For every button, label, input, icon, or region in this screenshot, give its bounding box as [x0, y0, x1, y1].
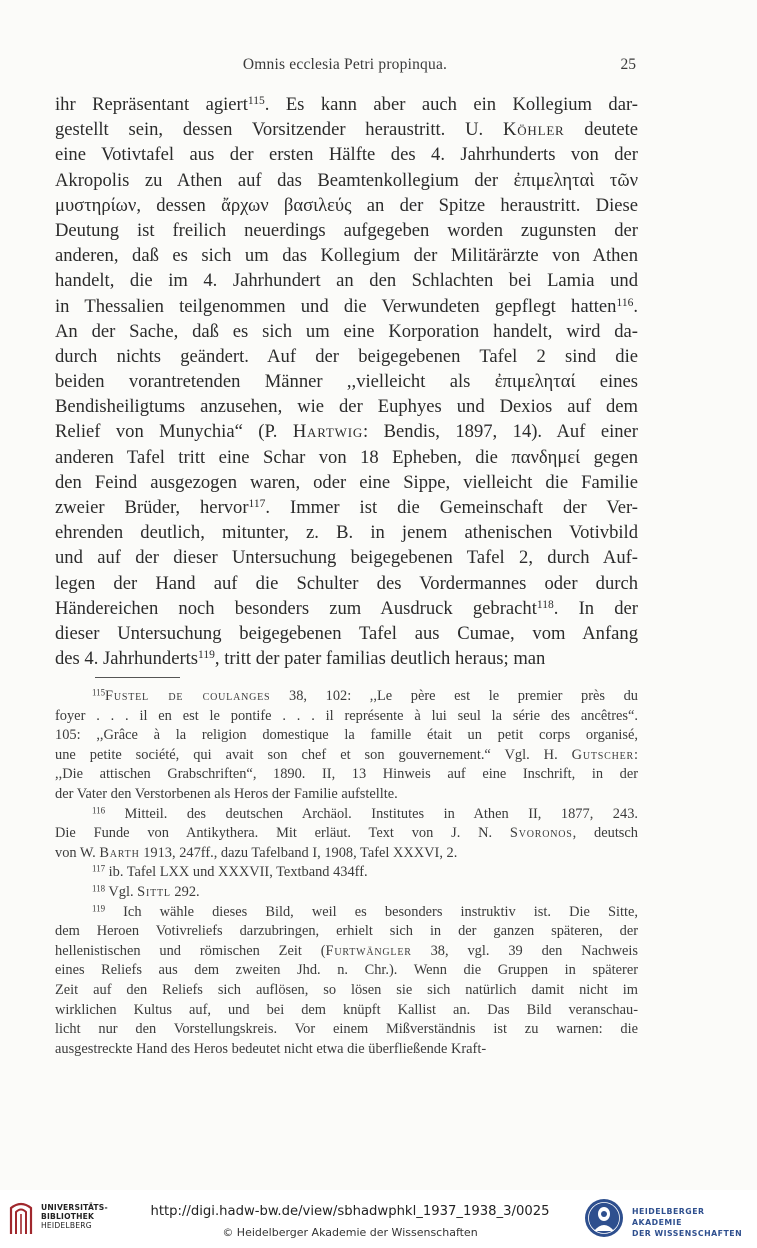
- body-text: durch nichts geändert. Auf der beigegebenen Tafel 2 sind die: [55, 345, 638, 367]
- academy-name-line-2: DER WISSENSCHAFTEN: [632, 1229, 743, 1238]
- body-text: . In der: [553, 597, 638, 619]
- footnote-line: [55, 922, 638, 942]
- footnote-marker: 119: [198, 649, 215, 662]
- footnote-text: ib. Tafel LXX und XXXVII, Textband 434ff.: [105, 864, 368, 881]
- body-line: [55, 545, 638, 570]
- body-text: den Feind ausgezogen waren, oder eine Sippe, vielleicht die Familie: [55, 471, 638, 493]
- body-line: [55, 344, 638, 369]
- footnote-line: [55, 726, 638, 746]
- footnote-marker: 117: [248, 498, 266, 511]
- body-line: [55, 168, 638, 193]
- body-text: Relief von Munychia“ (P.: [55, 421, 293, 443]
- body-line: [55, 495, 638, 520]
- body-text: .: [633, 295, 638, 317]
- body-line: [55, 294, 638, 319]
- footnote-marker: 117: [92, 863, 106, 874]
- body-text: gestellt sein, dessen Vorsitzender heraustritt. U.: [55, 119, 503, 141]
- footnote-text: 38, 102: ,,Le père est le premier près du: [270, 688, 638, 704]
- footnote-text: une petite société, qui avait son chef et son gouvernement.“ Vgl. H.: [55, 746, 572, 763]
- author-name: Hartwig: [292, 421, 364, 443]
- footnote-text: ausgestreckte Hand des Heros bedeutet nicht etwa die überfließende Kraft-: [55, 1040, 487, 1057]
- footer-bar: [0, 1190, 757, 1248]
- footnote-line: [55, 746, 638, 766]
- body-text: Händereichen noch besonders zum Ausdruck gebracht: [55, 597, 537, 619]
- footnote-text: eines Reliefs aus dem zweiten Jhd. n. Chr.). Wenn die Gruppen in späterer: [55, 962, 638, 979]
- author-name: Sittl: [137, 883, 171, 900]
- body-text: anderen Tafel tritt eine Schar von 18 Epheben, die πανδημεί gegen: [55, 446, 638, 468]
- footnote-text: Ich wähle dieses Bild, weil es besonders instruktiv ist. Die Sitte,: [105, 903, 638, 920]
- running-head: [0, 56, 757, 80]
- author-name: Fustel de coulanges: [105, 688, 271, 704]
- body-text: legen der Hand auf die Schulter des Vordermannes oder durch: [55, 572, 638, 594]
- footnote-line: [55, 765, 638, 785]
- body-text: und auf der dieser Untersuchung beigegebenen Tafel 2, durch Auf-: [55, 547, 638, 569]
- footnote-line: [55, 707, 638, 727]
- academy-name-line-1: HEIDELBERGER AKADEMIE: [632, 1207, 705, 1227]
- academy-seal-icon: [584, 1197, 624, 1239]
- library-name-line-2: BIBLIOTHEK: [41, 1212, 95, 1221]
- footnote-marker: 116: [92, 805, 106, 816]
- footnotes: [55, 687, 638, 1059]
- body-line: [55, 268, 638, 293]
- page-number: 25: [620, 56, 636, 73]
- body-line: [55, 419, 638, 444]
- footnote-line: [55, 687, 638, 707]
- author-name: Svoronos: [509, 825, 573, 842]
- body-text: des 4. Jahrhunderts: [55, 648, 199, 670]
- footnote-marker: 118: [92, 883, 106, 894]
- body-text: : Bendis, 1897, 14). Auf einer: [363, 421, 638, 443]
- footnote-text: 38, vgl. 39 den Nachweis: [411, 942, 638, 959]
- footnote-text: Zeit auf den Reliefs sich auflösen, so lösen sie sich natürlich damit nicht im: [55, 981, 638, 998]
- footnote-text: 1913, 247ff., dazu Tafelband I, 1908, Tafel XXXVI, 2.: [139, 844, 458, 861]
- body-text: zweier Brüder, hervor: [55, 497, 249, 518]
- author-name: Furtwängler: [325, 942, 412, 959]
- author-name: Gutscher: [571, 746, 634, 763]
- body-text: , tritt der pater familias deutlich heraus; man: [214, 648, 546, 670]
- footnote-line: [55, 1001, 638, 1021]
- body-text: [55, 92, 638, 671]
- footnote-text: , deutsch: [572, 825, 638, 842]
- body-line: [55, 218, 638, 243]
- body-line: [55, 117, 638, 142]
- body-text: Akropolis zu Athen auf das Beamtenkollegium der ἐπιμεληταὶ τῶν: [55, 169, 638, 191]
- body-line: [55, 369, 638, 394]
- body-line: [55, 319, 638, 344]
- footnote-marker: 115: [92, 687, 106, 698]
- body-text: eine Votivtafel aus der ersten Hälfte des 4. Jahrhunderts von der: [55, 144, 638, 166]
- footnote-marker: 119: [92, 903, 106, 914]
- footnote-line: [55, 805, 638, 825]
- body-text: dieser Untersuchung beigegebenen Tafel aus Cumae, vom Anfang: [55, 622, 638, 644]
- body-line: [55, 646, 638, 671]
- footnote-line: [55, 844, 638, 864]
- footnote-marker: 116: [616, 296, 634, 309]
- footnote-text: foyer . . . il en est le pontife . . . il représente à lui seul la série des ancêtres“.: [55, 707, 638, 724]
- footnote-line: [55, 785, 638, 805]
- footnote-marker: 118: [536, 598, 554, 611]
- footnote-text: :: [634, 746, 638, 763]
- footnote-text: 105: ,,Grâce à la religion domestique la famille était un petit corps organisé,: [55, 727, 638, 744]
- body-text: μυστηρίων, dessen ἄρχων βασιλεύς an der Spitze heraustritt. Diese: [55, 194, 638, 216]
- footnote-line: [55, 883, 638, 903]
- body-line: [55, 142, 638, 167]
- body-text: anderen, daß es sich um das Kollegium der Militärärzte von Athen: [55, 245, 638, 267]
- body-line: [55, 445, 638, 470]
- body-text: Deutung ist freilich neuerdings aufgegeben worden zugunsten der: [55, 219, 638, 241]
- footnote-text: ,,Die attischen Grabschriften“, 1890. II, 13 Hinweis auf eine Inschrift, in der: [55, 766, 638, 783]
- body-text: in Thessalien teilgenommen und die Verwundeten gepflegt hatten: [55, 295, 617, 317]
- body-text: beiden vorantretenden Männer ,,vielleicht als ἐπιμεληταί eines: [55, 371, 638, 393]
- library-city: HEIDELBERG: [41, 1221, 92, 1230]
- permalink-url[interactable]: http://digi.hadw-bw.de/view/sbhadwphkl_1937_1938_3/0025: [150, 1204, 550, 1219]
- body-line: [55, 92, 638, 117]
- footnote-line: [55, 863, 638, 883]
- running-title: Omnis ecclesia Petri propinqua.: [242, 56, 448, 73]
- body-line: [55, 520, 638, 545]
- body-text: Bendisheiligtums anzusehen, wie der Euphyes und Dexios auf dem: [55, 396, 638, 418]
- footnote-line: [55, 942, 638, 962]
- body-text: . Immer ist die Gemeinschaft der Ver-: [265, 497, 638, 518]
- footnote-text: Die Funde von Antikythera. Mit erläut. Text von J. N.: [55, 825, 510, 842]
- footnote-text: 292.: [170, 883, 200, 900]
- footnote-marker: 115: [247, 95, 265, 108]
- body-line: [55, 193, 638, 218]
- body-text: ehrenden deutlich, mitunter, z. B. in jenem athenischen Votivbild: [55, 522, 638, 544]
- body-text: deutete: [564, 119, 638, 141]
- copyright-notice: © Heidelberger Akademie der Wissenschaften: [222, 1226, 478, 1239]
- footnote-line: [55, 1040, 638, 1060]
- university-library-name: [41, 1203, 108, 1230]
- footnote-text: der Vater den Verstorbenen als Heros der Familie aufstellte.: [55, 785, 398, 802]
- footnote-text: Vgl.: [105, 883, 138, 900]
- footnote-text: Mitteil. des deutschen Archäol. Institutes in Athen II, 1877, 243.: [105, 805, 638, 822]
- footnote-text: dem Heroen Votivreliefs darzubringen, erhielt sich in der ganzen späteren, der: [55, 923, 638, 940]
- footnote-text: von W.: [55, 844, 100, 861]
- body-line: [55, 621, 638, 646]
- body-text: . Es kann aber auch ein Kollegium dar-: [264, 94, 638, 115]
- footnote-text: licht nur den Vorstellungskreis. Vor einem Mißverständnis ist zu warnen: die: [55, 1021, 638, 1038]
- footnote-divider: [95, 677, 180, 678]
- footnote-text: wirklichen Kultus auf, und bei dem knüpft Kallist an. Das Bild veranschau-: [55, 1001, 638, 1018]
- body-line: [55, 571, 638, 596]
- body-line: [55, 470, 638, 495]
- body-text: An der Sache, daß es sich um eine Korporation handelt, wird da-: [55, 320, 638, 342]
- university-library-logo-icon: [8, 1200, 34, 1236]
- footnote-line: [55, 824, 638, 844]
- body-line: [55, 394, 638, 419]
- library-name-line-1: UNIVERSITÄTS-: [41, 1203, 108, 1212]
- footnote-line: [55, 1020, 638, 1040]
- footnote-text: hellenistischen und römischen Zeit (: [55, 942, 326, 959]
- author-name: Köhler: [502, 119, 565, 141]
- footnote-line: [55, 981, 638, 1001]
- body-text: ihr Repräsentant agiert: [55, 94, 248, 115]
- footnote-line: [55, 903, 638, 923]
- footnote-line: [55, 961, 638, 981]
- body-text: handelt, die im 4. Jahrhundert an den Schlachten bei Lamia und: [55, 270, 638, 292]
- body-line: [55, 596, 638, 621]
- body-line: [55, 243, 638, 268]
- author-name: Barth: [99, 844, 140, 861]
- academy-name: [632, 1206, 757, 1239]
